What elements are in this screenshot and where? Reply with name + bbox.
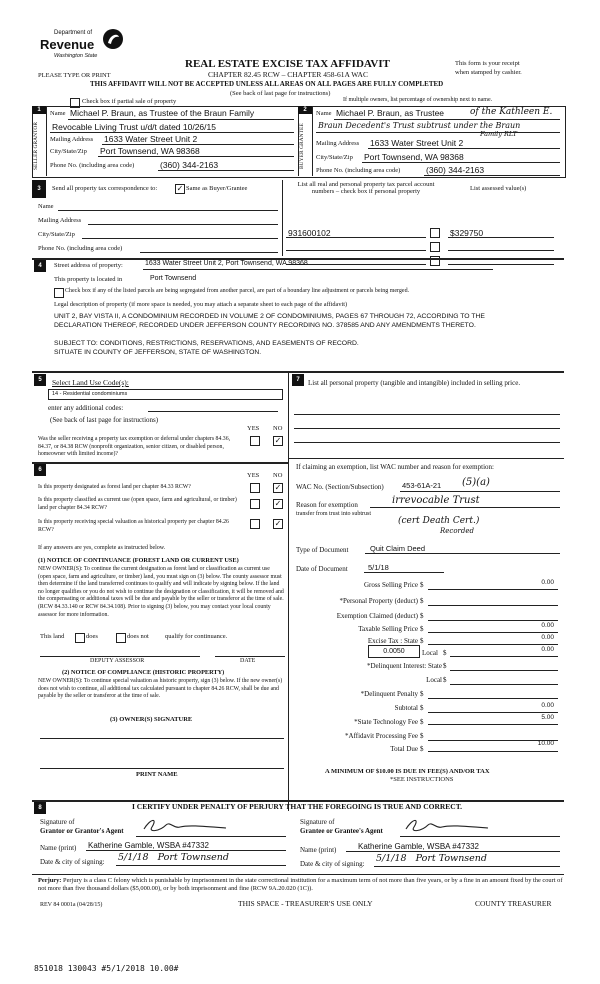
wac-number[interactable]: 453-61A-21 [402, 481, 442, 490]
exemption-yes-checkbox[interactable] [250, 436, 260, 446]
reason-line3-handwritten[interactable]: (cert Death Cert.) [398, 516, 480, 526]
seller-phone-label: Phone No. (including area code) [50, 162, 135, 169]
doc-date[interactable]: 5/1/18 [368, 563, 389, 572]
historic-question: Is this property receiving special valuation as historical property per chapter 84.26 RCW? [38, 519, 229, 533]
deputy-date-label: DATE [240, 658, 256, 664]
seller-name[interactable]: Michael P. Braun, as Trustee of the Braun Family [70, 108, 255, 118]
print-name-label: PRINT NAME [136, 771, 178, 778]
current-use-no-checkbox[interactable]: ✓ [274, 499, 282, 508]
assessed-header: List assessed value(s) [470, 185, 527, 192]
doc-date-label: Date of Document [296, 565, 348, 573]
section-6-number: 6 [34, 464, 46, 476]
buyer-address[interactable]: 1633 Water Street Unit 2 [370, 138, 464, 148]
buyer-name-line3-handwritten[interactable]: Family RLT [480, 130, 518, 138]
wac-subsection-handwritten[interactable]: (5)(a) [462, 477, 490, 488]
form-revision: REV 84 0001a (04/28/15) [40, 902, 103, 908]
property-located[interactable]: Port Townsend [150, 275, 197, 282]
personal-currency: $ [420, 597, 424, 605]
delinquent-penalty-label: *Delinquent Penalty [360, 690, 418, 698]
reason-line4-handwritten[interactable]: Recorded [440, 527, 474, 535]
additional-codes-label: enter any additional codes: [48, 404, 124, 412]
local-currency: $ [443, 649, 447, 657]
grantee-signature[interactable] [402, 815, 492, 837]
partial-sale-label: Check box if partial sale of property [82, 98, 177, 105]
section-2-number: 2 [298, 106, 312, 114]
historic-yes-checkbox[interactable] [250, 519, 260, 529]
section-8-number: 8 [34, 802, 46, 814]
correspondence-label: Send all property tax correspondence to: [52, 185, 158, 192]
section-3-number: 3 [32, 180, 46, 198]
delinquent-currency: $ [443, 662, 447, 670]
owner-signature-label: (3) OWNER(S) SIGNATURE [110, 716, 193, 723]
exempt-deduct-label: Exemption Claimed (deduct) [336, 612, 418, 620]
buyer-city[interactable]: Port Townsend, WA 98368 [364, 152, 464, 162]
local-rate: 0.0050 [383, 648, 405, 655]
grantee-name-label: Name (print) [300, 846, 337, 854]
local-rate-box[interactable] [368, 645, 420, 658]
corr-city-label: City/State/Zip [38, 231, 75, 238]
multiple-owners-note: If multiple owners, list percentage of ownership next to name. [343, 97, 493, 103]
delinquent-interest-label: *Delinquent Interest: State [366, 662, 442, 670]
total-due-value[interactable]: 10.00 [537, 740, 554, 747]
corr-address-label: Mailing Address [38, 217, 82, 224]
buyer-name-label: Name [316, 110, 332, 117]
parcel-number[interactable]: 931600102 [288, 228, 331, 238]
perjury-text: Perjury is a class C felony which is punishable by imprisonment in the state correctional institution for a maximum term of not more than five years, or by a fine in an amount fixed by the court of not more than five thousand dollars ($5,000.00), or by both imprisonment and fine (RCW 9A.20.020 (1C)). [38, 877, 563, 892]
s6-yes-header: YES [247, 472, 260, 479]
buyer-phone[interactable]: (360) 344-2163 [426, 165, 485, 175]
land-use-see-back: (See back of last page for instructions) [50, 416, 159, 424]
subtotal-value[interactable]: 0.00 [541, 702, 554, 709]
subtotal-currency: $ [420, 704, 424, 712]
legal-description-2[interactable]: SUBJECT TO: CONDITIONS, RESTRICTIONS, RESERVATIONS, AND EASEMENTS OF RECORD. [54, 340, 359, 347]
buyer-name[interactable]: Michael P. Braun, as Trustee [336, 108, 445, 118]
notice-compliance-title: (2) NOTICE OF COMPLIANCE (HISTORIC PROPERTY) [62, 669, 225, 676]
grantor-sig-label-2: Grantor or Grantor's Agent [40, 827, 124, 835]
historic-no-checkbox[interactable]: ✓ [274, 519, 282, 528]
forest-land-question: Is this property designated as forest land per chapter 84.33 RCW? [38, 484, 191, 490]
grantor-date-city[interactable]: 5/1/18 Port Townsend [118, 852, 230, 863]
land-use-code: 14 - Residential condominiums [52, 391, 128, 397]
land-use-label: Select Land Use Code(s): [52, 378, 129, 387]
legal-description-3[interactable]: SITUATE IN COUNTY OF JEFFERSON, STATE OF WASHINGTON. [54, 349, 262, 356]
excise-state-value[interactable]: 0.00 [541, 634, 554, 641]
current-use-question: Is this property classified as current use (open space, farm and agricultural, or timber) land per chapter 84.34 RCW? [38, 497, 237, 511]
see-instructions-note: *SEE INSTRUCTIONS [390, 776, 454, 783]
buyer-address-label: Mailing Address [316, 140, 360, 147]
exemption-question: Was the seller receiving a property tax exemption or deferral under chapters 84.36, 84.37, or 84.38 RCW (nonprofit organization, senior citizen, or disabled person, homeowner with limited income)? [38, 436, 231, 457]
seller-city-label: City/State/Zip [50, 148, 87, 155]
local2-label: Local [426, 676, 442, 684]
please-type: PLEASE TYPE OR PRINT [38, 72, 111, 79]
tech-fee-label: *State Technology Fee [354, 718, 418, 726]
buyer-name-handwritten[interactable]: of the Kathleen E. [470, 107, 553, 117]
excise-state-label: Excise Tax : State [367, 637, 418, 645]
section-4-number: 4 [34, 260, 46, 272]
parcel-personal-checkbox-1[interactable] [430, 228, 440, 238]
penalty-currency: $ [420, 690, 424, 698]
seller-side-label: SELLER GRANTOR [33, 121, 39, 171]
seller-city[interactable]: Port Townsend, WA 98368 [100, 146, 200, 156]
parcel-header: List all real and personal property tax parcel account numbers – check box if personal property [297, 181, 435, 195]
logo-emblem-icon [102, 28, 124, 50]
land-use-yes-header: YES [247, 425, 260, 432]
parcel-personal-checkbox-2[interactable] [430, 242, 440, 252]
receipt-note-1: This form is your receipt [455, 60, 520, 67]
grantee-date-city[interactable]: 5/1/18 Port Townsend [376, 853, 488, 864]
grantee-sig-label-1: Signature of [300, 818, 335, 826]
buyer-name-line2-handwritten[interactable]: Braun Decedent's Trust subtrust under the Braun [318, 121, 521, 130]
reason-label: Reason for exemption [296, 501, 358, 509]
taxable-currency: $ [420, 625, 424, 633]
perjury-block [38, 877, 564, 893]
section-1-number: 1 [32, 106, 46, 114]
see-back-note: (See back of last page for instructions) [230, 90, 331, 97]
same-as-buyer-checkbox[interactable]: ✓ [176, 184, 184, 193]
does-checkbox[interactable] [75, 633, 85, 643]
s6-no-header: NO [273, 472, 283, 479]
buyer-city-label: City/State/Zip [316, 154, 353, 161]
notice-compliance-text: NEW OWNER(S): To continue special valuation as historic property, sign (3) below. If the new owner(s) does not wish to continue, all additional tax calculated pursuant to chapter 84.26 RCW, shall be due and payable by the seller or transferor at the time of sale. [38, 678, 283, 700]
section-5-number: 5 [34, 374, 46, 386]
corr-name-label: Name [38, 203, 54, 210]
buyer-phone-label: Phone No. (including area code) [316, 167, 401, 174]
tech-currency: $ [420, 718, 424, 726]
gross-label: Gross Selling Price [363, 581, 418, 589]
form-title: REAL ESTATE EXCISE TAX AFFIDAVIT [185, 58, 390, 70]
seller-address[interactable]: 1633 Water Street Unit 2 [104, 134, 198, 144]
this-land-label: This land [40, 633, 65, 640]
corr-phone-label: Phone No. (including area code) [38, 245, 123, 252]
local2-currency: $ [443, 676, 447, 684]
segregated-label: Check box if any of the listed parcels are being segregated from another parcel, are part of a boundary line adjustment or parcels being merged. [65, 288, 410, 294]
county-treasurer: COUNTY TREASURER [475, 899, 552, 908]
deputy-assessor-label: DEPUTY ASSESSOR [90, 658, 145, 664]
does-not-label: does not [127, 633, 149, 640]
notice-continuance-text: NEW OWNER(S): To continue the current designation as forest land or classification as current use (open space, farm and agriculture, or timber) land, you must sign on (3) below. The county assessor must then determine if the land transferred continues to qualify and will indicate by signing below. If the land no longer qualifies or you do not wish to continue the designation or classification, it will be removed and the compensating or additional taxes will be due and payable by the seller or transferor at the time of sale. (RCW 84.33.140 or RCW 84.34.108). Prior to signing (3) below, you may contact your local county assessor for more information. [38, 566, 284, 618]
taxable-label: Taxable Selling Price [358, 625, 418, 633]
treasurer-only: THIS SPACE - TREASURER'S USE ONLY [238, 899, 373, 908]
exemption-label: If claiming an exemption, list WAC number and reason for exemption: [296, 463, 494, 471]
grantor-date-label: Date & city of signing: [40, 858, 105, 866]
perjury-label: Perjury: [38, 877, 62, 884]
legal-description[interactable]: UNIT 2, BAY VISTA II, A CONDOMINIUM RECORDED IN VOLUME 2 OF CONDOMINIUMS, PAGES 67 THROUGH 72, ACCORDING TO THE DECLARATION THEREOF, RECORDED UNDER JEFFERSON COUNTY RECORDING NO. 378585 AND ANY AMENDMENTS THERETO. [54, 313, 485, 329]
local-value[interactable]: 0.00 [541, 646, 554, 653]
same-as-buyer-label: Same as Buyer/Grantee [186, 185, 248, 192]
personal-property-label: List all personal property (tangible and intangible) included in selling price. [308, 379, 521, 387]
excise-currency: $ [420, 637, 424, 645]
property-street[interactable]: 1633 Water Street Unit 2, Port Townsend, WA 98368 [145, 260, 308, 267]
wac-label: WAC No. (Section/Subsection) [296, 483, 384, 491]
total-currency: $ [420, 745, 424, 753]
grantee-date-label: Date & city of signing: [300, 860, 365, 868]
street-label: Street address of property: [54, 262, 123, 269]
logo-line2: Revenue [40, 37, 95, 52]
legal-desc-label: Legal description of property (if more space is needed, you may attach a separate sheet to each page of the affidavit) [54, 301, 348, 308]
form-subtitle: CHAPTER 82.45 RCW – CHAPTER 458-61A WAC [208, 70, 368, 79]
segregated-checkbox[interactable] [54, 288, 64, 298]
seller-address-label: Mailing Address [50, 136, 94, 143]
located-label: This property is located in [54, 276, 123, 283]
personal-deduct-label: *Personal Property (deduct) [339, 597, 418, 605]
gross-currency: $ [420, 581, 424, 589]
does-not-checkbox[interactable] [116, 633, 126, 643]
dor-logo [40, 26, 130, 66]
certify-statement: I CERTIFY UNDER PENALTY OF PERJURY THAT THE FOREGOING IS TRUE AND CORRECT. [132, 802, 463, 811]
logo-line3: Washington State [54, 53, 98, 59]
total-due-label: Total Due [390, 745, 418, 753]
doc-type-label: Type of Document [296, 546, 349, 554]
grantor-name-print[interactable]: Katherine Gamble, WSBA #47332 [88, 841, 209, 850]
grantor-signature[interactable] [140, 815, 230, 837]
notice-continuance-title: (1) NOTICE OF CONTINUANCE (FOREST LAND OR CURRENT USE) [38, 557, 239, 564]
grantee-name-print[interactable]: Katherine Gamble, WSBA #47332 [358, 842, 479, 851]
gross-value[interactable]: 0.00 [541, 579, 554, 586]
reason-handwritten[interactable]: irrevocable Trust [392, 495, 480, 506]
grantor-name-label: Name (print) [40, 844, 77, 852]
local-label-text: Local [422, 649, 438, 657]
seller-phone[interactable]: (360) 344-2163 [160, 160, 219, 170]
affidavit-fee-label: *Affidavit Processing Fee [345, 732, 418, 740]
does-label: does [86, 633, 98, 640]
forest-yes-checkbox[interactable] [250, 483, 260, 493]
seller-name-label: Name [50, 110, 66, 117]
forest-no-checkbox[interactable]: ✓ [274, 483, 282, 492]
minimum-due-note: A MINIMUM OF $10.00 IS DUE IN FEE(S) AND/OR TAX [325, 768, 490, 775]
reason-line2[interactable]: transfer from trust into subtrust [296, 511, 371, 517]
assessed-value[interactable]: $329750 [450, 228, 484, 238]
grantor-sig-label-1: Signature of [40, 818, 75, 826]
land-use-no-header: NO [273, 425, 283, 432]
current-use-yes-checkbox[interactable] [250, 499, 260, 509]
doc-type[interactable]: Quit Claim Deed [370, 544, 426, 553]
receipt-stamp: 851018 130043 #5/1/2018 10.00# [34, 964, 179, 973]
exempt-currency: $ [420, 612, 424, 620]
tech-fee-value[interactable]: 5.00 [541, 714, 554, 721]
seller-name-line2[interactable]: Revocable Living Trust u/d/t dated 10/26/15 [52, 122, 216, 132]
exemption-no-checkbox[interactable]: ✓ [274, 436, 282, 445]
receipt-note-2: when stamped by cashier. [455, 69, 522, 76]
land-use-select[interactable] [48, 389, 283, 400]
buyer-side-label: BUYER GRANTEE [299, 123, 305, 169]
if-yes-note: If any answers are yes, complete as instructed below. [38, 545, 166, 551]
logo-line1: Department of [54, 30, 93, 36]
taxable-value[interactable]: 0.00 [541, 622, 554, 629]
qualify-label: qualify for continuance. [165, 633, 228, 640]
subtotal-label: Subtotal [394, 704, 418, 712]
grantee-sig-label-2: Grantee or Grantee's Agent [300, 827, 383, 835]
affidavit-currency: $ [420, 732, 424, 740]
form-warning: THIS AFFIDAVIT WILL NOT BE ACCEPTED UNLESS ALL AREAS ON ALL PAGES ARE FULLY COMPLETED [90, 80, 444, 88]
section-7-number: 7 [292, 374, 304, 386]
